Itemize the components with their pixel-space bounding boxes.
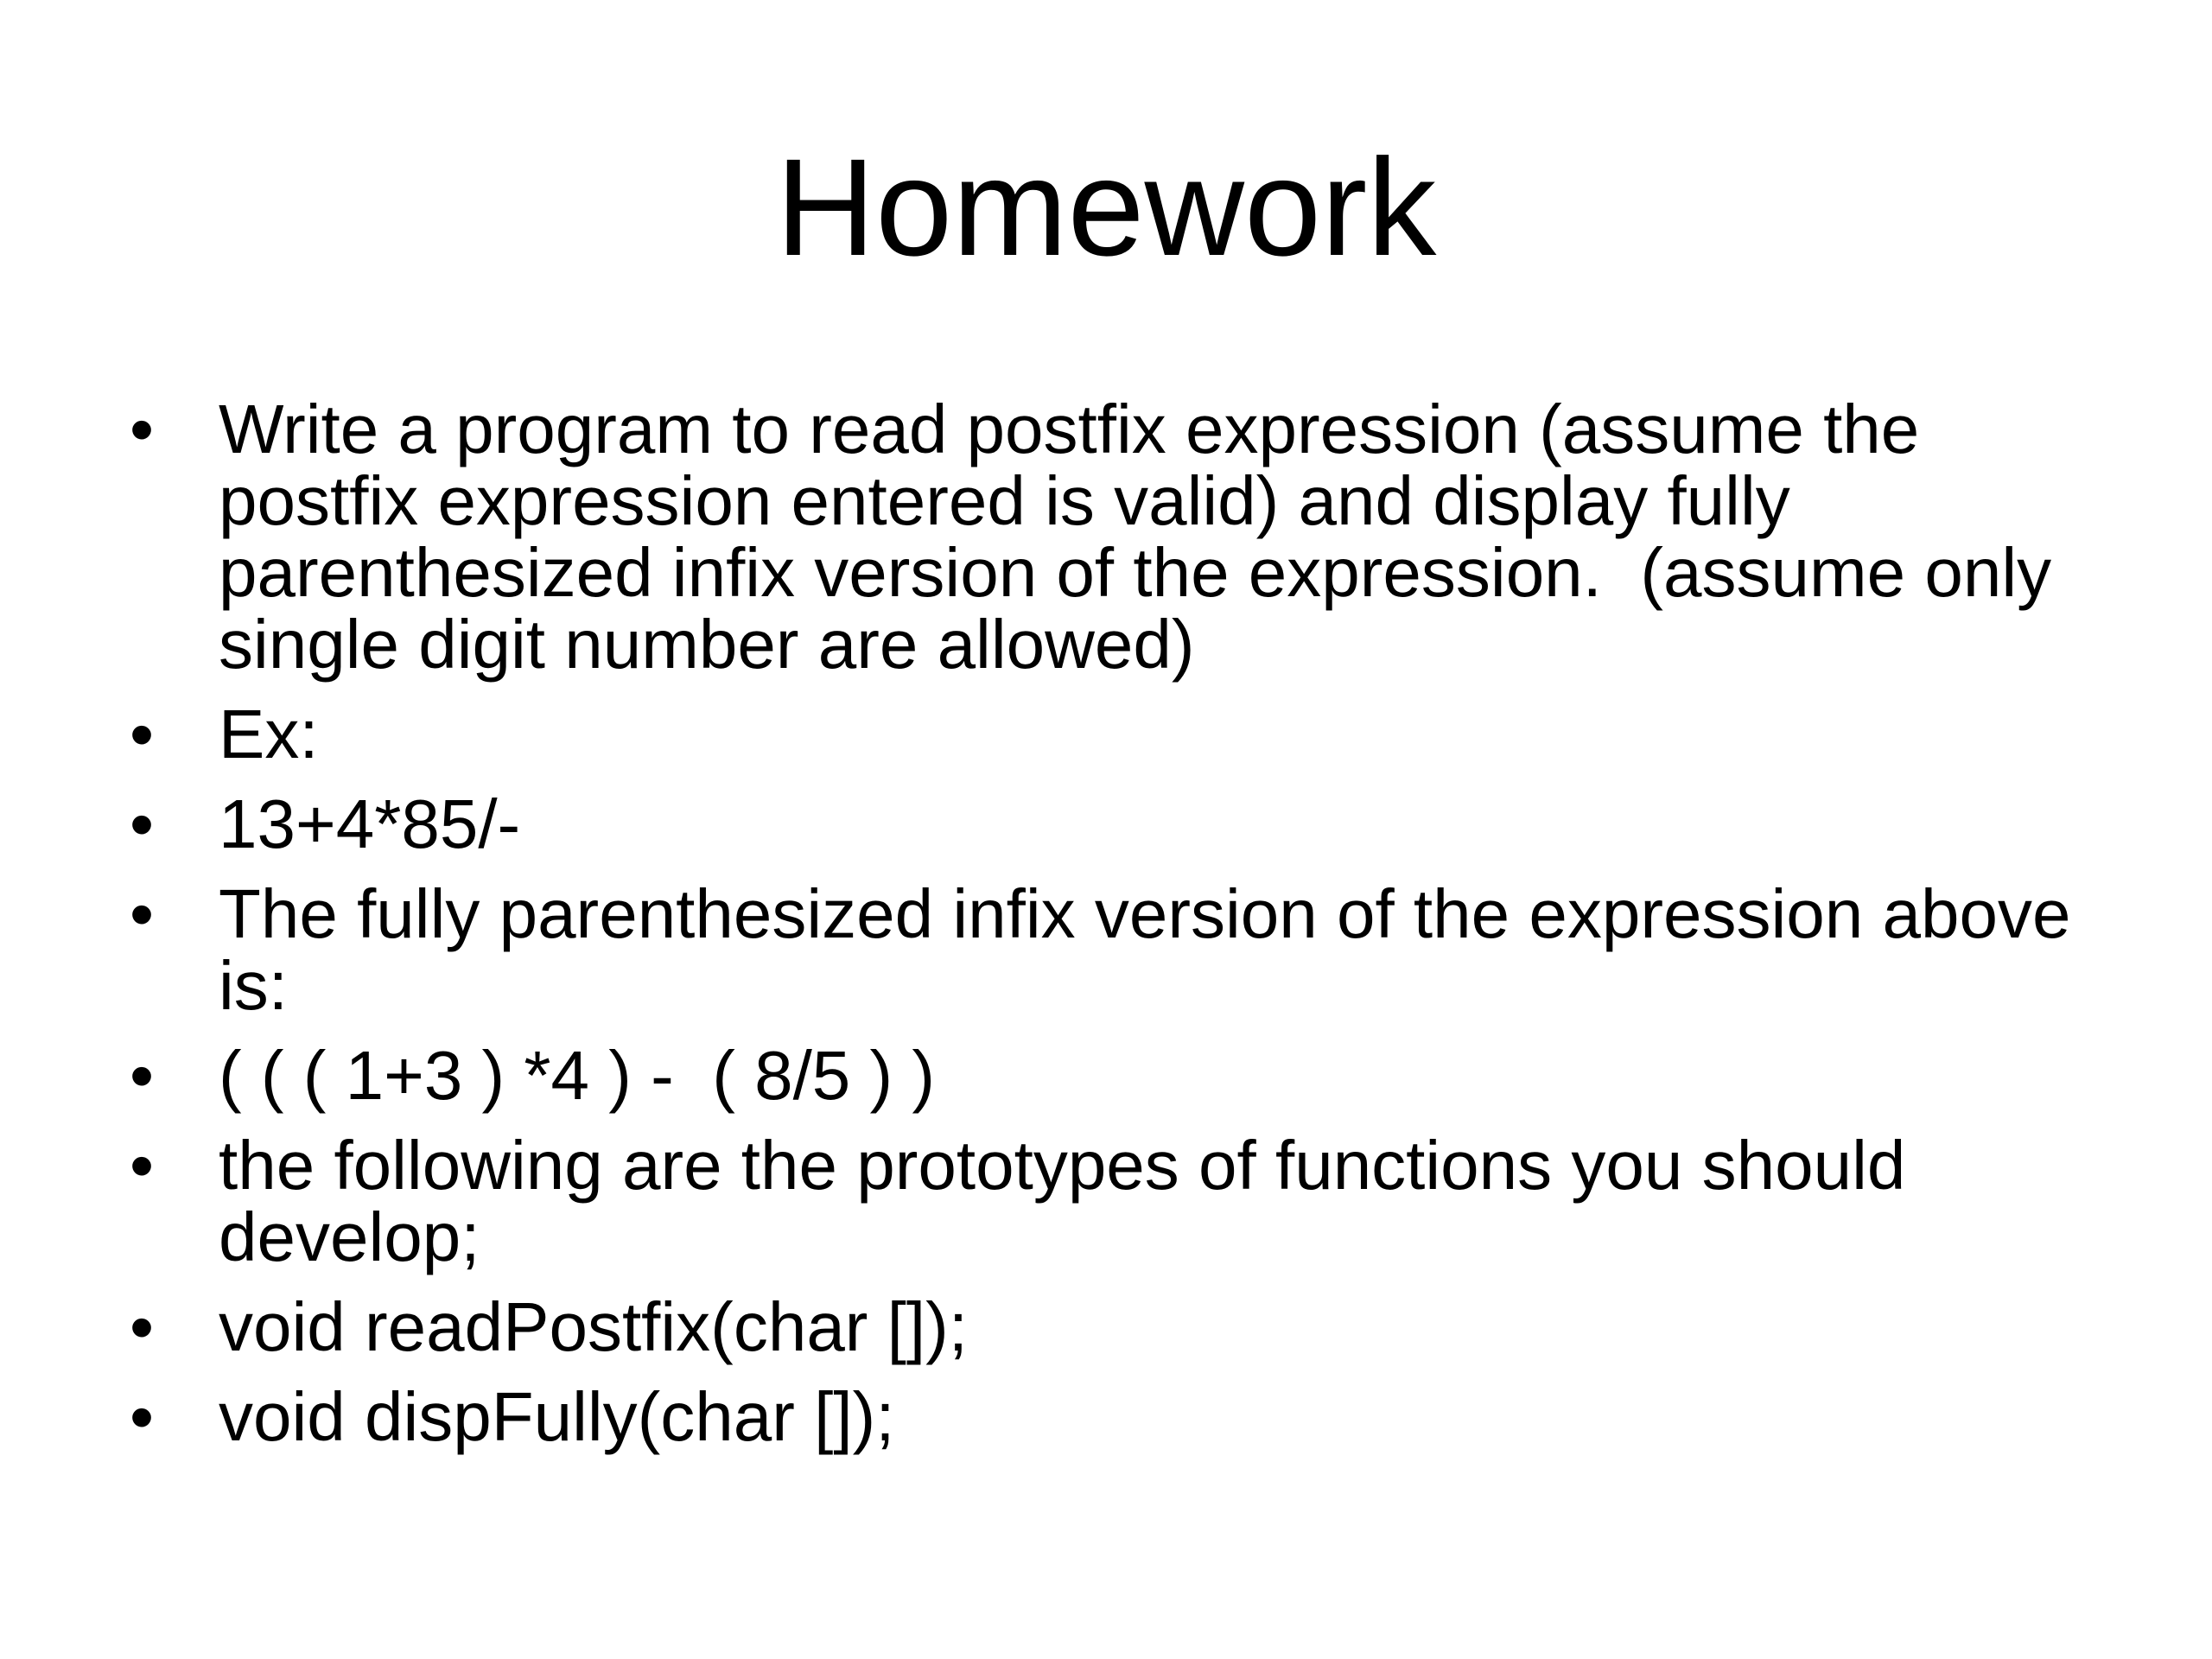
bullet-text: void dispFully(char []); xyxy=(219,1378,895,1455)
bullet-icon: • xyxy=(130,785,155,862)
bullet-text: 13+4*85/- xyxy=(219,785,521,862)
bullet-icon: • xyxy=(130,875,155,952)
bullet-icon: • xyxy=(130,391,155,467)
bullet-text: ( ( ( 1+3 ) *4 ) - ( 8/5 ) ) xyxy=(219,1037,936,1114)
bullet-text: The fully parenthesized infix version of the expression above is: xyxy=(219,875,2090,1024)
bullet-list xyxy=(130,391,2090,1471)
bullet-text: void readPostfix(char []); xyxy=(219,1288,968,1365)
bullet-icon: • xyxy=(130,1288,155,1365)
bullet-text: Ex: xyxy=(219,696,319,772)
bullet-item-task xyxy=(130,391,2082,683)
bullet-item-infix-description xyxy=(130,875,2090,1024)
bullet-icon: • xyxy=(130,1037,155,1114)
bullet-icon: • xyxy=(130,696,155,772)
bullet-icon: • xyxy=(130,1378,155,1455)
bullet-item-read-prototype xyxy=(130,1288,2082,1365)
bullet-icon: • xyxy=(130,1127,155,1204)
slide-title: Homework xyxy=(775,130,1437,284)
bullet-item-prototypes-intro xyxy=(130,1129,2082,1273)
bullet-item-example-label xyxy=(130,698,2082,770)
bullet-item-display-prototype xyxy=(130,1378,2082,1455)
bullet-text: the following are the prototypes of functions you should develop; xyxy=(219,1127,1925,1275)
bullet-text: Write a program to read postfix expression (assume the postfix expression entered is valid) and display fully parenthesized infix version of the expression. (assume only single digit number are allowed) xyxy=(219,391,2071,683)
bullet-item-postfix-example xyxy=(130,785,2082,862)
bullet-item-infix-example xyxy=(130,1037,2082,1114)
